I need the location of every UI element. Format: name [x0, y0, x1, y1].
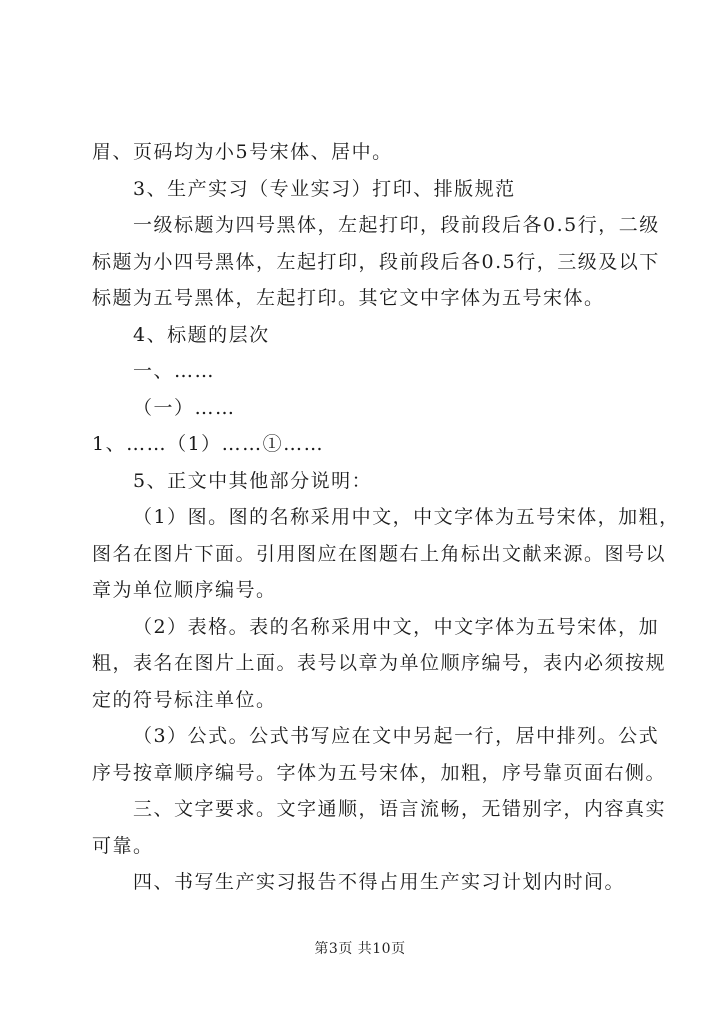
text-line: 图名在图片下面。引用图应在图题右上角标出文献来源。图号以 — [92, 543, 667, 565]
text-line: 定的符号标注单位。 — [92, 689, 277, 711]
page-number-footer: 第3页 共10页 — [314, 941, 406, 957]
text-line: （一）…… — [133, 397, 236, 419]
text-line: （1）图。图的名称采用中文，中文字体为五号宋体，加粗， — [133, 506, 680, 528]
text-line: （3）公式。公式书写应在文中另起一行，居中排列。公式 — [133, 725, 660, 747]
text-line: 序号按章顺序编号。字体为五号宋体，加粗，序号靠页面右侧。 — [92, 762, 667, 784]
text-line: 3、生产实习（专业实习）打印、排版规范 — [133, 178, 516, 200]
text-line: 粗，表名在图片上面。表号以章为单位顺序编号，表内必须按规 — [92, 652, 667, 674]
text-line: 5、正文中其他部分说明： — [133, 470, 373, 492]
text-line: （2）表格。表的名称采用中文，中文字体为五号宋体，加 — [133, 616, 660, 638]
text-line: 标题为小四号黑体，左起打印，段前段后各0.5行，三级及以下 — [92, 251, 660, 273]
text-line: 四、书写生产实习报告不得占用生产实习计划内时间。 — [133, 871, 626, 893]
text-line: 1、……（1）……①…… — [92, 433, 325, 455]
text-line: 章为单位顺序编号。 — [92, 579, 277, 601]
text-line: 三、文字要求。文字通顺，语言流畅，无错别字，内容真实 — [133, 798, 667, 820]
text-line: 可靠。 — [92, 835, 154, 857]
text-line: 一、…… — [133, 360, 216, 382]
text-line: 标题为五号黑体，左起打印。其它文中字体为五号宋体。 — [92, 287, 605, 309]
text-line: 4、标题的层次 — [133, 324, 270, 346]
text-line: 眉、页码均为小5号宋体、居中。 — [92, 141, 393, 163]
text-line: 一级标题为四号黑体，左起打印，段前段后各0.5行，二级 — [133, 214, 660, 236]
